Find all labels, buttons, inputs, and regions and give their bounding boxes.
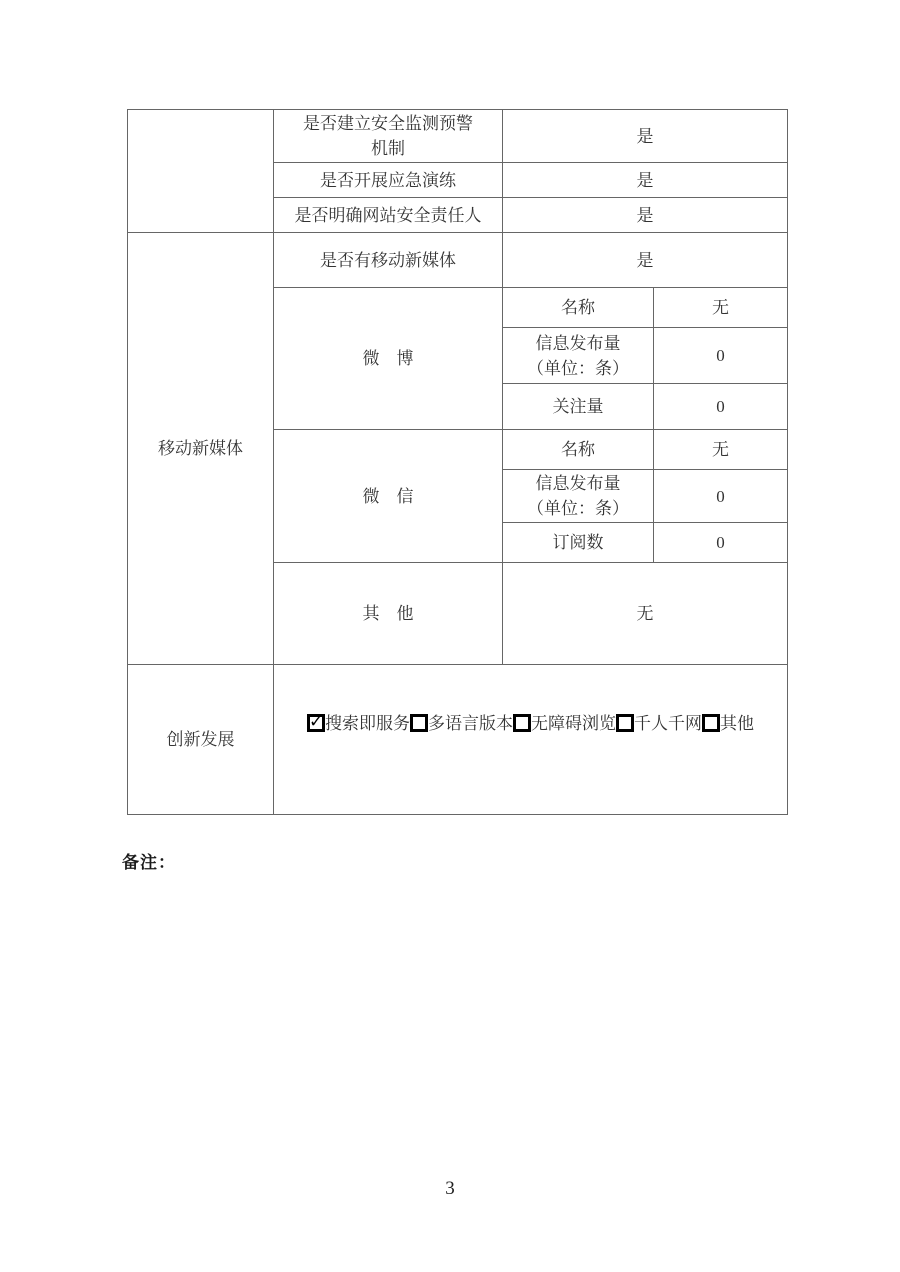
weibo-posts-label (503, 328, 654, 384)
table-row (128, 110, 788, 163)
weibo-followers-value: 0 (654, 384, 788, 430)
checkbox-icon[interactable] (702, 714, 720, 732)
wechat-name-value: 无 (654, 430, 788, 470)
posts-label-line1: 信息发布量 (535, 474, 621, 493)
posts-label-line2: （单位：条） (527, 358, 629, 378)
option-label: 多语言版本 (428, 714, 513, 733)
security-question-drill: 是否开展应急演练 (274, 163, 503, 198)
has-mobile-media-question: 是否有移动新媒体 (274, 233, 503, 288)
weibo-label: 微 博 (274, 288, 503, 430)
page-number: 3 (445, 1178, 455, 1199)
weibo-name-value: 无 (654, 288, 788, 328)
security-answer-monitoring: 是 (503, 110, 788, 163)
checkbox-icon[interactable] (410, 714, 428, 732)
question-label-line2: 机制 (371, 139, 405, 158)
checkbox-icon[interactable] (616, 714, 634, 732)
question-label-line1: 是否建立安全监测预警 (303, 114, 473, 133)
option-label: 千人千网 (634, 714, 702, 733)
wechat-subscribers-label: 订阅数 (503, 523, 654, 563)
weibo-posts-value: 0 (654, 328, 788, 384)
option-accessibility[interactable] (513, 714, 616, 733)
option-label: 无障碍浏览 (531, 714, 616, 733)
other-media-value: 无 (503, 563, 788, 665)
security-question-monitoring (274, 110, 503, 163)
wechat-subscribers-value: 0 (654, 523, 788, 563)
wechat-posts-label (503, 470, 654, 523)
other-media-label: 其 他 (274, 563, 503, 665)
option-other[interactable] (702, 714, 754, 733)
option-multilingual[interactable] (410, 714, 513, 733)
security-answer-drill: 是 (503, 163, 788, 198)
innovation-options-row (278, 711, 783, 736)
weibo-followers-label: 关注量 (503, 384, 654, 430)
mobile-media-section-label: 移动新媒体 (128, 233, 274, 665)
option-personalized[interactable] (616, 714, 702, 733)
wechat-name-label: 名称 (503, 430, 654, 470)
table-row (128, 233, 788, 288)
security-answer-responsible: 是 (503, 198, 788, 233)
annual-report-table (127, 109, 788, 815)
security-question-responsible: 是否明确网站安全责任人 (274, 198, 503, 233)
innovation-options-cell (274, 665, 788, 815)
has-mobile-media-answer: 是 (503, 233, 788, 288)
security-section-cell (128, 110, 274, 233)
weibo-name-label: 名称 (503, 288, 654, 328)
wechat-posts-value: 0 (654, 470, 788, 523)
table-row (128, 665, 788, 815)
checkbox-icon[interactable] (307, 714, 325, 732)
option-label: 搜索即服务 (325, 714, 410, 733)
innovation-section-label: 创新发展 (128, 665, 274, 815)
posts-label-line2: （单位：条） (527, 499, 629, 518)
posts-label-line1: 信息发布量 (535, 333, 621, 353)
checkbox-icon[interactable] (513, 714, 531, 732)
wechat-label: 微 信 (274, 430, 503, 563)
remarks-label: 备注： (122, 853, 176, 872)
option-label: 其他 (720, 714, 754, 733)
option-search-as-service[interactable] (307, 714, 410, 733)
